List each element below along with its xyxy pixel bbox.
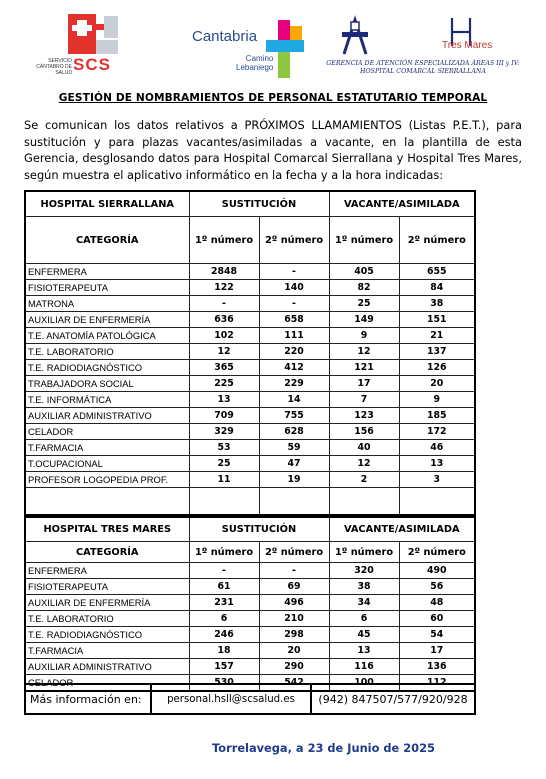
category-cell: AUXILIAR ADMINISTRATIVO [25,659,189,675]
value-cell: - [189,563,259,579]
value-cell: 490 [399,563,475,579]
table-header-row [25,517,475,542]
table-row [25,563,475,579]
col-1-header: 1º número [189,542,259,563]
info-email[interactable]: personal.hsll@scsalud.es [151,684,311,714]
category-cell: T.FARMACIA [25,440,189,456]
value-cell: 21 [399,328,475,344]
table-tresmares [24,516,476,692]
scs-logo [28,12,138,80]
value-cell: 225 [189,376,259,392]
info-phone: (942) 847507/577/920/928 [311,684,475,714]
value-cell: 2 [329,472,399,488]
table-subheader-row [25,542,475,563]
category-cell: PROFESOR LOGOPEDIA PROF. [25,472,189,488]
value-cell: 13 [329,643,399,659]
table-row [25,627,475,643]
value-cell: 11 [189,472,259,488]
value-cell: 38 [329,579,399,595]
value-cell: 6 [189,611,259,627]
value-cell: 149 [329,312,399,328]
category-cell: FISIOTERAPEUTA [25,579,189,595]
value-cell: 365 [189,360,259,376]
page-title: GESTIÓN DE NOMBRAMIENTOS DE PERSONAL ESTATUTARIO TEMPORAL [58,92,488,104]
value-cell: 709 [189,408,259,424]
table-row [25,360,475,376]
cantabria-sub [236,54,273,72]
value-cell: 231 [189,595,259,611]
value-cell: 100 [329,675,399,692]
value-cell: 20 [259,643,329,659]
value-cell: 320 [329,563,399,579]
value-cell: 82 [329,280,399,296]
value-cell: 137 [399,344,475,360]
value-cell: 9 [329,328,399,344]
col-3-header: 1º número [329,217,399,264]
value-cell: 412 [259,360,329,376]
value-cell: 329 [189,424,259,440]
value-cell: 220 [259,344,329,360]
value-cell: 151 [399,312,475,328]
value-cell: 34 [329,595,399,611]
category-cell: ENFERMERA [25,264,189,280]
table-subheader-row [25,217,475,264]
gerencia-logos [318,12,528,86]
category-cell: T.FARMACIA [25,643,189,659]
col-2-header: 2º número [259,217,329,264]
category-header: CATEGORÍA [25,542,189,563]
value-cell: 123 [329,408,399,424]
value-cell: 19 [259,472,329,488]
table-blank-row [25,488,475,516]
category-cell: CELADOR [25,675,189,692]
value-cell: 60 [399,611,475,627]
value-cell: 9 [399,392,475,408]
col-3-header: 1º número [329,542,399,563]
value-cell: 121 [329,360,399,376]
footer-date: Torrelavega, a 23 de Junio de 2025 [212,741,435,755]
scs-letters: SCS [73,55,111,74]
value-cell: 25 [189,456,259,472]
table-row [25,611,475,627]
value-cell: 290 [259,659,329,675]
col-2-header: 2º número [259,542,329,563]
value-cell: 46 [399,440,475,456]
value-cell: 17 [329,376,399,392]
value-cell: 112 [399,675,475,692]
value-cell: 38 [399,296,475,312]
value-cell: 3 [399,472,475,488]
value-cell: 56 [399,579,475,595]
value-cell: 12 [189,344,259,360]
value-cell: 13 [189,392,259,408]
col-4-header: 2º número [399,542,475,563]
value-cell: 102 [189,328,259,344]
hospital-name: HOSPITAL TRES MARES [25,517,189,542]
value-cell: 405 [329,264,399,280]
category-cell: AUXILIAR DE ENFERMERÍA [25,595,189,611]
table-row [25,280,475,296]
value-cell: 655 [399,264,475,280]
table-row [25,296,475,312]
value-cell: 658 [259,312,329,328]
category-cell: ENFERMERA [25,563,189,579]
value-cell: 18 [189,643,259,659]
value-cell: 25 [329,296,399,312]
gerencia-text [318,60,528,76]
category-header: CATEGORÍA [25,217,189,264]
value-cell: 12 [329,344,399,360]
category-cell: T.E. LABORATORIO [25,611,189,627]
value-cell: 636 [189,312,259,328]
value-cell: 116 [329,659,399,675]
value-cell: - [259,296,329,312]
table-row [25,659,475,675]
group-vacante: VACANTE/ASIMILADA [329,517,475,542]
value-cell: 53 [189,440,259,456]
category-cell: AUXILIAR DE ENFERMERÍA [25,312,189,328]
value-cell: 156 [329,424,399,440]
cantabria-logo [192,14,310,84]
table-row [25,579,475,595]
cantabria-word: Cantabria [192,28,258,45]
category-cell: MATRONA [25,296,189,312]
category-cell: T.E. INFORMÁTICA [25,392,189,408]
value-cell: 45 [329,627,399,643]
value-cell: 7 [329,392,399,408]
value-cell: 111 [259,328,329,344]
scs-small-text: SERVICIO CÁNTABRO DE SALUD [36,58,72,76]
category-cell: TRABAJADORA SOCIAL [25,376,189,392]
cantabria-cross-icon [264,18,308,82]
table-row [25,312,475,328]
table-row [25,424,475,440]
col-4-header: 2º número [399,217,475,264]
value-cell: 59 [259,440,329,456]
table-row [25,408,475,424]
value-cell: 2848 [189,264,259,280]
value-cell: 185 [399,408,475,424]
category-cell: T.OCUPACIONAL [25,456,189,472]
sierrallana-emblem-icon [340,14,370,56]
value-cell: 157 [189,659,259,675]
value-cell: 628 [259,424,329,440]
value-cell: 298 [259,627,329,643]
table-row [25,392,475,408]
table-row [25,344,475,360]
table-row [25,456,475,472]
category-cell: T.E. ANATOMÍA PATOLÓGICA [25,328,189,344]
info-box [24,683,476,715]
table-row [25,328,475,344]
value-cell: 122 [189,280,259,296]
header [0,6,546,86]
value-cell: 755 [259,408,329,424]
table-row [25,595,475,611]
group-vacante: VACANTE/ASIMILADA [329,191,475,217]
category-cell: T.E. RADIODIAGNÓSTICO [25,627,189,643]
category-cell: T.E. LABORATORIO [25,344,189,360]
value-cell: 48 [399,595,475,611]
value-cell: - [259,264,329,280]
value-cell: 54 [399,627,475,643]
table-header-row [25,191,475,217]
value-cell: 61 [189,579,259,595]
category-cell: T.E. RADIODIAGNÓSTICO [25,360,189,376]
table-row [25,264,475,280]
category-cell: CELADOR [25,424,189,440]
value-cell: 40 [329,440,399,456]
table-row [25,643,475,659]
value-cell: 246 [189,627,259,643]
value-cell: 12 [329,456,399,472]
value-cell: 6 [329,611,399,627]
gerencia-line2: HOSPITAL COMARCAL SIERRALLANA [360,68,486,75]
cantabria-sub-line2: Lebaniego [236,63,274,72]
info-label: Más información en: [25,684,151,714]
table-sierrallana [24,190,476,516]
col-1-header: 1º número [189,217,259,264]
value-cell: 136 [399,659,475,675]
value-cell: 210 [259,611,329,627]
value-cell: 17 [399,643,475,659]
value-cell: 69 [259,579,329,595]
table-row [25,472,475,488]
table-row [25,440,475,456]
tresmares-logo-text: Tres Mares [442,40,493,51]
group-sustitucion: SUSTITUCIÓN [189,517,329,542]
table-row [25,376,475,392]
value-cell: 20 [399,376,475,392]
hospital-name: HOSPITAL SIERRALLANA [25,191,189,217]
category-cell: FISIOTERAPEUTA [25,280,189,296]
value-cell: 47 [259,456,329,472]
value-cell: 530 [189,675,259,692]
value-cell: 172 [399,424,475,440]
value-cell: 84 [399,280,475,296]
value-cell: 140 [259,280,329,296]
cantabria-sub-line1: Camino [245,54,274,63]
value-cell: - [189,296,259,312]
value-cell: 14 [259,392,329,408]
value-cell: 542 [259,675,329,692]
value-cell: - [259,563,329,579]
gerencia-line1: GERENCIA DE ATENCIÓN ESPECIALIZADA ÁREAS III y IV: [326,60,520,67]
category-cell: AUXILIAR ADMINISTRATIVO [25,408,189,424]
value-cell: 496 [259,595,329,611]
value-cell: 126 [399,360,475,376]
group-sustitucion: SUSTITUCIÓN [189,191,329,217]
value-cell: 13 [399,456,475,472]
intro-paragraph: Se comunican los datos relativos a PRÓXIMOS LLAMAMIENTOS (Listas P.E.T.), para sustitución y para plazas vacantes/asimiladas a vacante, en la plantilla de esta Gerencia, desglosando datos para Hospital Comarcal Sierrallana y Hospital Tres Mares, según muestra el aplicativo informático en la fecha y a la hora indicadas: [24,118,522,182]
value-cell: 229 [259,376,329,392]
